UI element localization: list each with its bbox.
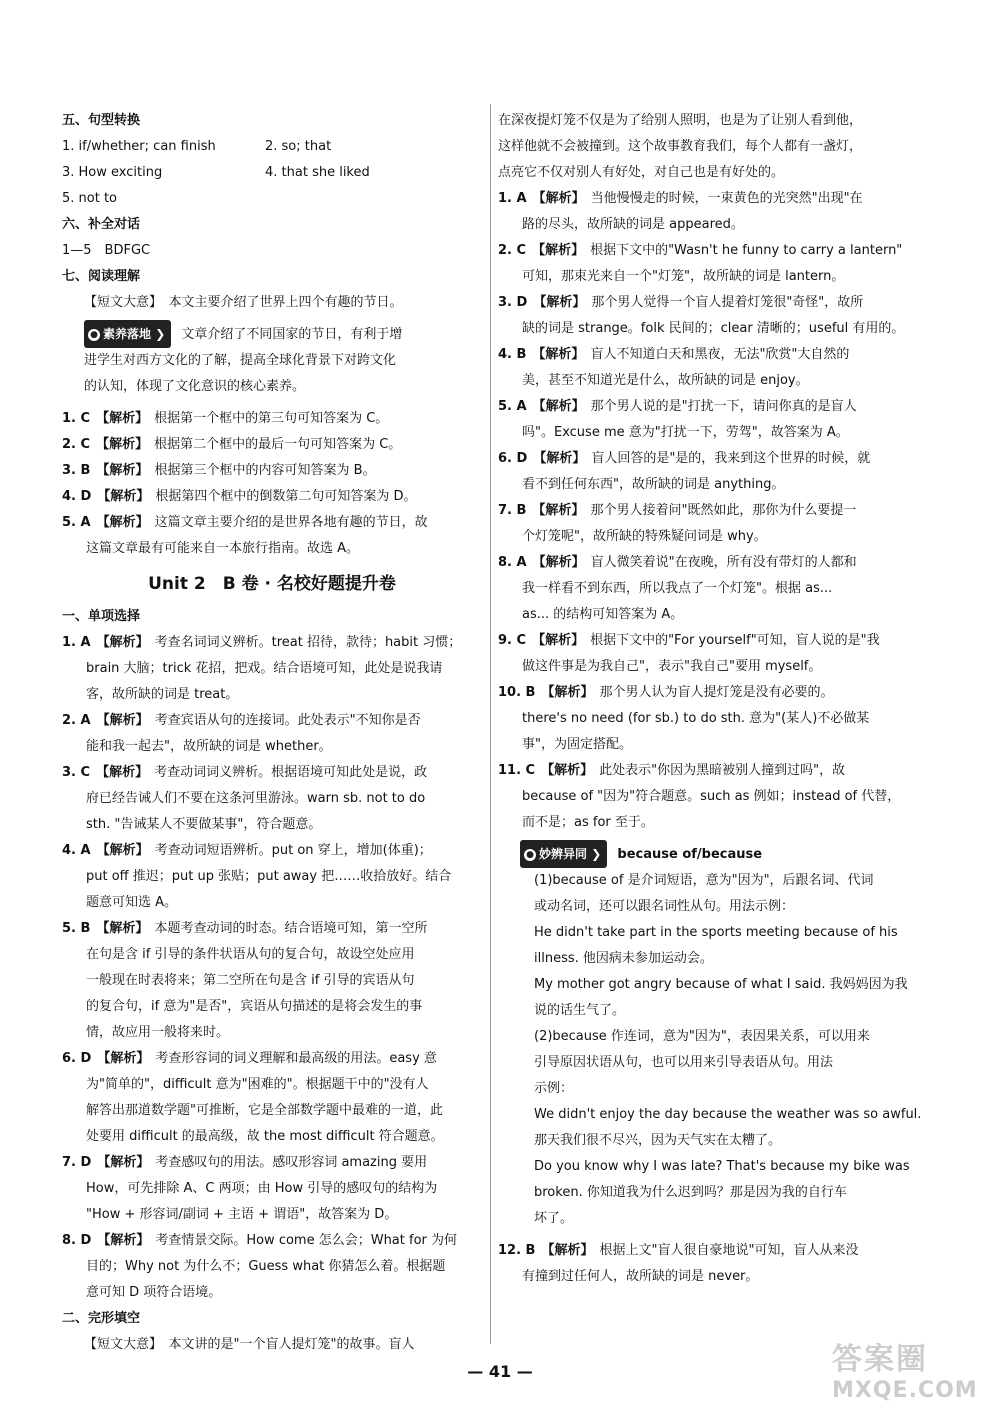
item-number: 3. B (62, 463, 91, 478)
answer-item (498, 290, 938, 342)
answer: 3. How exciting (62, 165, 163, 180)
distinguish-line: My mother got angry because of what I said. 我妈妈因为我 (534, 977, 908, 992)
analysis-tag: 【解析】 (97, 1051, 150, 1066)
answer-item (62, 458, 482, 484)
analysis-text: 那个男人接着问"既然如此，那你为什么要提一 (590, 503, 857, 518)
answer-item (498, 446, 938, 498)
answer-item (498, 680, 938, 758)
analysis-continued: 吗"。Excuse me 意为"打扰一下，劳驾"，故答案为 A。 (522, 425, 849, 440)
literacy-badge: ● 素养落地 ❯ (84, 320, 171, 348)
analysis-continued: 府已经告诫人们不要在这条河里游泳。warn sb. not to do (86, 791, 426, 806)
item-number: 2. C (62, 437, 91, 452)
distinguish-line: (1)because of 是介词短语，意为"因为"，后跟名词、代词 (534, 873, 874, 888)
analysis-text: 考查名词词义辨析。treat 招待，款待；habit 习惯； (154, 635, 462, 650)
item-number: 5. B (62, 921, 91, 936)
analysis-continued: "How + 形容词/副词 + 主语 + 谓语"，故答案为 D。 (86, 1207, 398, 1222)
analysis-continued: there's no need (for sb.) to do sth. 意为"(某人)不必做某 (522, 711, 870, 726)
analysis-tag: 【解析】 (96, 463, 149, 478)
analysis-continued: 处要用 difficult 的最高级，故 the most difficult 符合题意。 (86, 1129, 444, 1144)
answer-item (498, 498, 938, 550)
analysis-continued: 做这件事是为我自己"，表示"我自己"要用 myself。 (522, 659, 822, 674)
analysis-continued: 这篇文章最有可能来自一本旅行指南。故选 A。 (86, 541, 360, 556)
analysis-text: 根据下文中的"For yourself"可知，盲人说的是"我 (590, 633, 880, 648)
analysis-continued: 可知，那束光来自一个"灯笼"，故所缺的词是 lantern。 (522, 269, 845, 284)
reading-answers (62, 406, 482, 562)
answer-item (498, 758, 938, 836)
analysis-text: 盲人微笑着说"在夜晚，所有没有带灯的人都和 (590, 555, 857, 570)
item-number: 1. A (498, 191, 527, 206)
analysis-text: 当他慢慢走的时候，一束黄色的光突然"出现"在 (590, 191, 863, 206)
item-number: 4. A (62, 843, 91, 858)
distinguish-line: We didn't enjoy the day because the weather was so awful. (534, 1107, 922, 1122)
analysis-continued: 有撞到过任何人，故所缺的词是 never。 (522, 1269, 759, 1284)
analysis-tag: 【解析】 (97, 1155, 150, 1170)
analysis-continued: 意可知 D 项符合语境。 (86, 1285, 222, 1300)
item-number: 6. D (62, 1051, 92, 1066)
intro-line: 点亮它不仅对别人有好处，对自己也是有好处的。 (498, 165, 785, 180)
analysis-text: 那个男人说的是"打扰一下，请问你真的是盲人 (590, 399, 857, 414)
answer-item (62, 630, 482, 708)
analysis-continued: 的复合句，if 意为"是否"，宾语从句描述的是将会发生的事 (86, 999, 423, 1014)
analysis-text: 盲人回答的是"是的，我来到这个世界的时候，就 (591, 451, 871, 466)
analysis-tag: 【解析】 (541, 763, 594, 778)
section-title: 七、阅读理解 (62, 269, 141, 284)
analysis-continued: as... 的结构可知答案为 A。 (522, 607, 684, 622)
distinguish-topic: because of/because (617, 847, 763, 862)
item-number: 12. B (498, 1243, 536, 1258)
answer-item (62, 1046, 482, 1150)
distinguish-line: 说的话生气了。 (534, 1003, 626, 1018)
item-number: 9. C (498, 633, 527, 648)
analysis-continued: 缺的词是 strange。folk 民间的；clear 清晰的；useful 有用的。 (522, 321, 905, 336)
answer: 1—5 BDFGC (62, 243, 151, 258)
distinguish-line: Do you know why I was late? That's because my bike was (534, 1159, 910, 1174)
analysis-text: 根据第四个框中的倒数第二句可知答案为 D。 (155, 489, 417, 504)
analysis-tag: 【解析】 (97, 489, 150, 504)
literacy-box (84, 320, 482, 400)
analysis-continued: brain 大脑；trick 花招，把戏。结合语境可知，此处是说我请 (86, 661, 443, 676)
item-number: 6. D (498, 451, 528, 466)
answer-item (498, 238, 938, 290)
distinguish-line: 引导原因状语从句，也可以用来引导表语从句。用法 (534, 1055, 834, 1070)
answer-item (498, 628, 938, 680)
item-number: 2. A (62, 713, 91, 728)
distinguish-line: He didn't take part in the sports meeting because of his (534, 925, 898, 940)
analysis-tag: 【解析】 (533, 295, 586, 310)
left-column (62, 108, 482, 1358)
analysis-text: 那个男人认为盲人提灯笼是没有必要的。 (599, 685, 834, 700)
literacy-text: 进学生对西方文化的了解，提高全球化背景下对跨文化 (84, 353, 397, 368)
right-column (498, 108, 938, 1290)
analysis-tag: 【解析】 (532, 191, 585, 206)
analysis-continued: 一般现在时表将来；第二空所在句是含 if 引导的宾语从句 (86, 973, 415, 988)
analysis-text: 根据第三个框中的内容可知答案为 B。 (154, 463, 376, 478)
section-title: 五、句型转换 (62, 113, 141, 128)
analysis-continued: 美，甚至不知道光是什么，故所缺的词是 enjoy。 (522, 373, 809, 388)
analysis-tag: 【解析】 (532, 633, 585, 648)
answer-item (62, 1150, 482, 1228)
item-number: 10. B (498, 685, 536, 700)
analysis-continued: 而不是；as for 至于。 (522, 815, 654, 830)
item-number: 8. D (62, 1233, 92, 1248)
analysis-text: 本题考查动词的时态。结合语境可知，第一空所 (154, 921, 428, 936)
cloze-summary: 【短文大意】 本文讲的是"一个盲人提灯笼"的故事。盲人 (84, 1337, 415, 1352)
distinguish-line: 示例： (534, 1081, 574, 1096)
analysis-continued: 解答出那道数学题"可推断，它是全部数学题中最难的一道，此 (86, 1103, 443, 1118)
analysis-continued: put off 推迟；put up 张贴；put away 把……收拾放好。结合 (86, 869, 452, 884)
column-divider (490, 104, 491, 1344)
analysis-continued: because of "因为"符合题意。such as 例如；instead of 代替， (522, 789, 901, 804)
analysis-text: 根据上文"盲人很自豪地说"可知，盲人从来没 (599, 1243, 859, 1258)
analysis-continued: 能和我一起去"，故所缺的词是 whether。 (86, 739, 332, 754)
item-number: 8. A (498, 555, 527, 570)
unit-title: Unit 2 B 卷 · 名校好题提升卷 (148, 574, 396, 594)
item-number: 4. B (498, 347, 527, 362)
analysis-continued: 在句是含 if 引导的条件状语从句的复合句，故设空处应用 (86, 947, 415, 962)
item-number: 3. D (498, 295, 528, 310)
final-answer (498, 1238, 938, 1290)
item-number: 1. A (62, 635, 91, 650)
analysis-text: 考查形容词的词义理解和最高级的用法。easy 意 (155, 1051, 437, 1066)
answer-item (62, 510, 482, 562)
item-number: 2. C (498, 243, 527, 258)
analysis-text: 考查情景交际。How come 怎么会；What for 为何 (155, 1233, 458, 1248)
analysis-tag: 【解析】 (541, 1243, 594, 1258)
intro-line: 在深夜提灯笼不仅是为了给别人照明，也是为了让别人看到他， (498, 113, 863, 128)
single-choice-answers (62, 630, 482, 1306)
analysis-text: 盲人不知道白天和黑夜，无法"欣赏"大自然的 (590, 347, 850, 362)
analysis-tag: 【解析】 (532, 555, 585, 570)
answer-item (62, 484, 482, 510)
analysis-tag: 【解析】 (541, 685, 594, 700)
analysis-text: 考查感叹句的用法。感叹形容词 amazing 要用 (155, 1155, 428, 1170)
answer-item (62, 1228, 482, 1306)
analysis-text: 根据第一个框中的第三句可知答案为 C。 (154, 411, 389, 426)
analysis-tag: 【解析】 (96, 713, 149, 728)
analysis-continued: 个灯笼呢"，故所缺的特殊疑问词是 why。 (522, 529, 767, 544)
item-number: 5. A (498, 399, 527, 414)
answer-item (62, 406, 482, 432)
answer-item (62, 708, 482, 760)
bulb-icon: ● (88, 329, 100, 341)
page-number: — 41 — (467, 1362, 533, 1381)
section-title: 六、补全对话 (62, 217, 141, 232)
answer-row (62, 160, 482, 186)
distinguish-line: 坏了。 (534, 1211, 574, 1226)
analysis-continued: sth. "告诫某人不要做某事"，符合题意。 (86, 817, 322, 832)
analysis-tag: 【解析】 (96, 921, 149, 936)
analysis-text: 那个男人觉得一个盲人提着灯笼很"奇怪"，故所 (591, 295, 864, 310)
answer: 4. that she liked (265, 165, 370, 180)
section-title: 一、单项选择 (62, 609, 141, 624)
analysis-tag: 【解析】 (97, 1233, 150, 1248)
analysis-continued: 题意可知选 A。 (86, 895, 178, 910)
distinguish-box (520, 840, 938, 1232)
distinguish-line: broken. 你知道我为什么迟到吗？那是因为我的自行车 (534, 1185, 847, 1200)
answer-item (62, 432, 482, 458)
answer-row (62, 134, 482, 160)
analysis-tag: 【解析】 (532, 243, 585, 258)
analysis-tag: 【解析】 (96, 411, 149, 426)
answer-item (62, 838, 482, 916)
analysis-tag: 【解析】 (96, 765, 149, 780)
item-number: 4. D (62, 489, 92, 504)
analysis-tag: 【解析】 (96, 437, 149, 452)
analysis-text: 考查动词短语辨析。put on 穿上，增加(体重)； (154, 843, 432, 858)
distinguish-line: 或动名词，还可以跟名词性从句。用法示例： (534, 899, 795, 914)
summary: 【短文大意】 本文主要介绍了世界上四个有趣的节日。 (84, 295, 403, 310)
analysis-text: 考查动词词义辨析。根据语境可知此处是说，政 (154, 765, 428, 780)
analysis-continued: 事"，为固定搭配。 (522, 737, 632, 752)
answer-item (498, 550, 938, 628)
analysis-continued: 我一样看不到东西，所以我点了一个灯笼"。根据 as... (522, 581, 833, 596)
analysis-text: 根据第二个框中的最后一句可知答案为 C。 (154, 437, 402, 452)
analysis-continued: 情，故应用一般将来时。 (86, 1025, 230, 1040)
distinguish-line: 那天我们很不尽兴，因为天气实在太糟了。 (534, 1133, 782, 1148)
answer-item (498, 1238, 938, 1290)
section-title: 二、完形填空 (62, 1311, 141, 1326)
distinguish-line: illness. 他因病未参加运动会。 (534, 951, 713, 966)
analysis-continued: 为"简单的"，difficult 意为"困难的"。根据题干中的"没有人 (86, 1077, 429, 1092)
analysis-text: 此处表示"你因为黑暗被别人撞到过吗"，故 (599, 763, 846, 778)
answer-item (498, 186, 938, 238)
analysis-continued: 目的；Why not 为什么不；Guess what 你猜怎么着。根据题 (86, 1259, 446, 1274)
item-number: 7. D (62, 1155, 92, 1170)
answer-item (498, 394, 938, 446)
analysis-tag: 【解析】 (96, 515, 149, 530)
intro-line: 这样他就不会被撞到。这个故事教育我们，每个人都有一盏灯， (498, 139, 863, 154)
analysis-tag: 【解析】 (532, 347, 585, 362)
literacy-text: 的认知，体现了文化意识的核心素养。 (84, 379, 306, 394)
answer: 2. so; that (265, 139, 332, 154)
distinguish-content (520, 868, 938, 1232)
cloze-answers (498, 186, 938, 836)
item-number: 11. C (498, 763, 536, 778)
analysis-tag: 【解析】 (532, 399, 585, 414)
item-number: 5. A (62, 515, 91, 530)
answer-item (62, 760, 482, 838)
analysis-continued: 客，故所缺的词是 treat。 (86, 687, 239, 702)
analysis-tag: 【解析】 (96, 843, 149, 858)
analysis-continued: How，可先排除 A、C 两项；由 How 引导的感叹句的结构为 (86, 1181, 438, 1196)
watermark-logo: 答案圈 MXQE.COM (832, 1342, 978, 1403)
analysis-text: 这篇文章主要介绍的是世界各地有趣的节日，故 (154, 515, 428, 530)
answer: 5. not to (62, 191, 118, 206)
story-intro (498, 108, 938, 186)
item-number: 1. C (62, 411, 91, 426)
distinguish-badge: ● 妙辨异同 ❯ (520, 840, 607, 868)
analysis-text: 根据下文中的"Wasn't he funny to carry a lantern" (590, 243, 903, 258)
analysis-tag: 【解析】 (532, 503, 585, 518)
item-number: 7. B (498, 503, 527, 518)
literacy-text: 文章介绍了不同国家的节日，有利于增 (181, 327, 403, 342)
analysis-tag: 【解析】 (533, 451, 586, 466)
answer: 1. if/whether; can finish (62, 139, 216, 154)
distinguish-line: (2)because 作连词，意为"因为"，表因果关系，可以用来 (534, 1029, 870, 1044)
bulb-icon: ● (524, 849, 536, 861)
analysis-tag: 【解析】 (96, 635, 149, 650)
analysis-text: 考查宾语从句的连接词。此处表示"不知你是否 (154, 713, 421, 728)
analysis-continued: 路的尽头，故所缺的词是 appeared。 (522, 217, 744, 232)
item-number: 3. C (62, 765, 91, 780)
answer-item (498, 342, 938, 394)
analysis-continued: 看不到任何东西"，故所缺的词是 anything。 (522, 477, 785, 492)
answer-item (62, 916, 482, 1046)
